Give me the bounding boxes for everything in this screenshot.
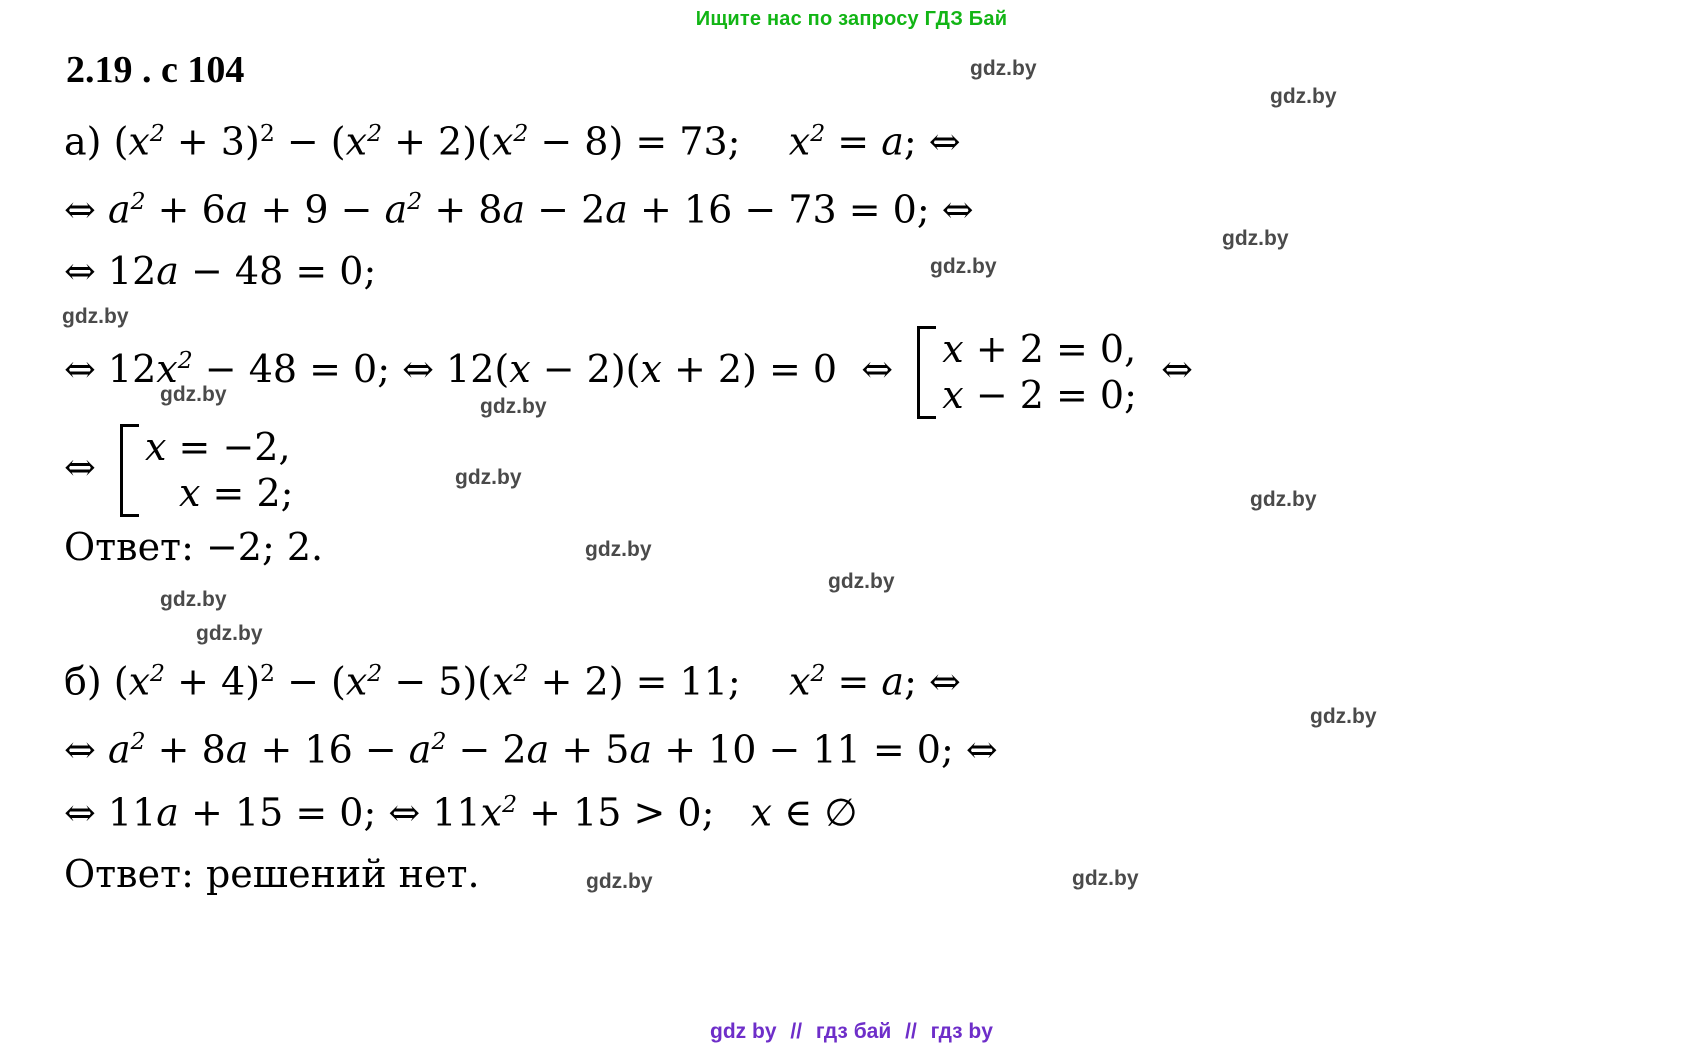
watermark: gdz.by [930,255,997,278]
bottom-banner-part: gdz by [710,1020,777,1043]
solution-a-system-2 [120,424,293,517]
watermark: gdz.by [160,383,227,406]
solution-b-line-3: ⇔ 11a + 15 = 0; ⇔ $11x^2 + 15 > 0$; x ∈ ∅ [64,790,858,835]
solution-a-line-5: ⇔ x = −2, x = 2; [64,425,294,516]
solution-a-line-4: ⇔ $12x^2 - 48 = 0$; ⇔ 12(x − 2)(x + 2) = 0 ⇔ x + 2 = 0, x − 2 = 0; ⇔ [64,327,1193,418]
solution-b-line-2: ⇔ $a^2 + 8a + 16 - a^2 - 2a + 5a + 10 - 11 = 0$; ⇔ [64,727,998,772]
watermark: gdz.by [1310,705,1377,728]
bottom-banner-part: гдз бай [815,1020,892,1043]
system-row: x = −2, [145,425,291,469]
page-title: 2.19 . с 104 [66,49,245,91]
watermark: gdz.by [828,570,895,593]
solution-a-line-1: а) $(x^2 + 3)^2 - (x^2 + 2)(x^2 - 8) = 73$; $x^2 = a$; ⇔ [64,119,961,164]
solution-b-line-1: б) $(x^2 + 4)^2 - (x^2 - 5)(x^2 + 2) = 11$; $x^2 = a$; ⇔ [64,659,961,704]
solution-a-line-3: ⇔ 12a − 48 = 0; [64,249,377,293]
watermark: gdz.by [480,395,547,418]
system-bracket-icon [917,326,936,419]
watermark: gdz.by [585,538,652,561]
bottom-promo-banner [0,1020,1703,1044]
solution-a-system-1 [917,326,1137,419]
watermark: gdz.by [1072,867,1139,890]
solution-b-answer: Ответ: решений нет. [64,852,480,896]
solution-a-line-2: ⇔ $a^2 + 6a + 9 - a^2 + 8a - 2a + 16 - 73 = 0$; ⇔ [64,187,974,232]
watermark: gdz.by [1270,85,1337,108]
watermark: gdz.by [1222,227,1289,250]
top-promo-banner: Ищите нас по запросу ГДЗ Бай [695,8,1008,30]
system-row: x = 2; [179,471,294,516]
bottom-banner-sep: // [790,1020,803,1043]
watermark: gdz.by [160,588,227,611]
watermark: gdz.by [196,622,263,645]
watermark: gdz.by [970,57,1037,80]
solution-a-answer: Ответ: −2; 2. [64,525,324,569]
system-row: x + 2 = 0, [942,327,1137,371]
watermark: gdz.by [62,305,129,328]
watermark: gdz.by [586,870,653,893]
watermark: gdz.by [455,466,522,489]
bottom-banner-part: гдз by [930,1020,993,1043]
system-row: x − 2 = 0; [942,373,1137,418]
system-bracket-icon [120,424,139,517]
watermark: gdz.by [1250,488,1317,511]
bottom-banner-sep: // [905,1020,917,1043]
